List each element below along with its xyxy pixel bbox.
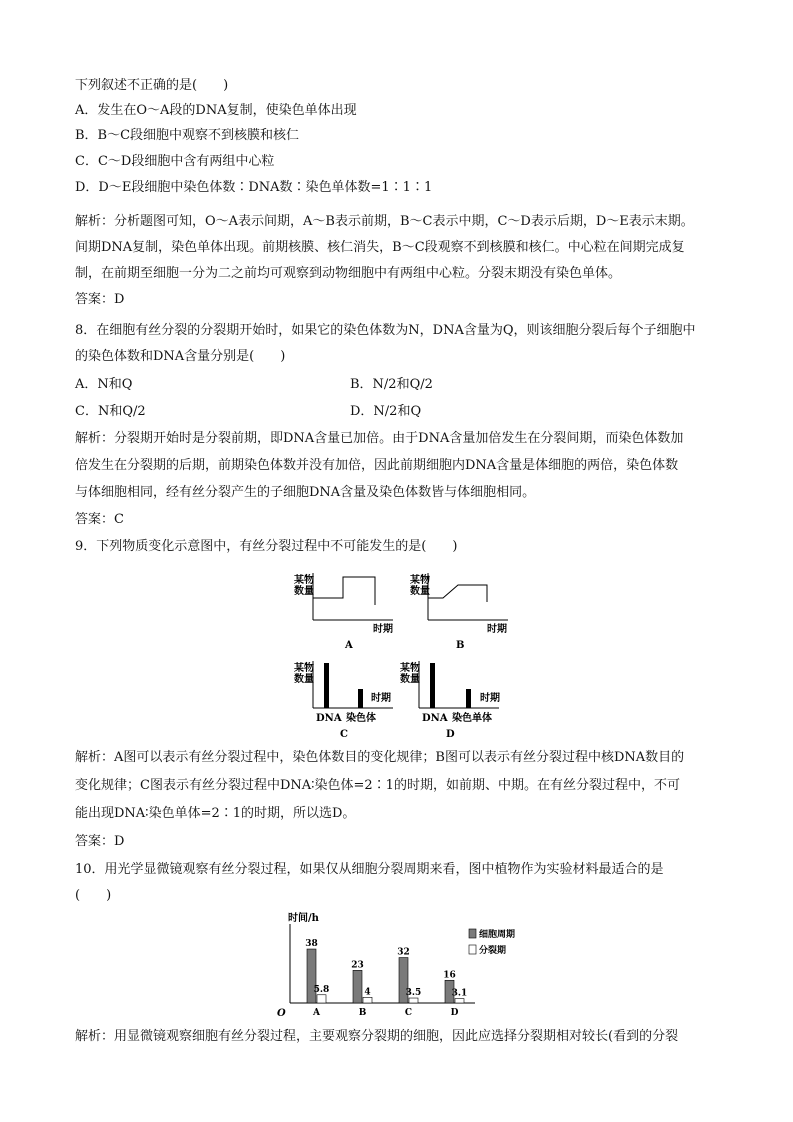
figure-d-bar-dna (430, 663, 435, 708)
analysis-7-line1: 解析：分析题图可知，O～A表示间期，A～B表示前期，B～C表示中期，C～D表示后期，D～E表示末期。 (75, 214, 694, 229)
question-10-line1: 10．用光学显微镜观察有丝分裂过程，如果仅从细胞分裂周期来看，图中植物作为实验材料最适合的是 (75, 862, 664, 877)
x-tick-A: A (313, 1008, 320, 1018)
figure-a-ylabel: 某物数量 (294, 575, 314, 597)
question-10-line2: ( ) (75, 888, 112, 903)
bar-B-cycle (353, 970, 362, 1003)
analysis-7-line3: 制，在前期至细胞一分为二之前均可观察到动物细胞中有两组中心粒。分裂末期没有染色单体。 (75, 266, 622, 281)
answer-7: 答案：D (75, 292, 125, 307)
figure-d-label: D (446, 729, 455, 740)
bar-C-division (409, 998, 418, 1003)
figure-c-xlabel: 时期 (371, 693, 391, 704)
legend-swatch-division (469, 945, 476, 954)
answer-9: 答案：D (75, 834, 125, 849)
bar-value-D-division: 3.1 (451, 988, 468, 999)
option-8b: B．N/2和Q/2 (350, 377, 433, 392)
chart-ylabel: 时间/h (288, 913, 319, 924)
bar-B-division (363, 997, 372, 1003)
bar-value-C-cycle: 32 (397, 947, 410, 958)
figure-b-xlabel: 时期 (487, 624, 507, 635)
option-8d: D．N/2和Q (350, 404, 422, 419)
bar-value-A-cycle: 38 (305, 939, 318, 950)
bar-value-A-division: 5.8 (313, 984, 330, 995)
x-tick-C: C (404, 1008, 413, 1018)
analysis-8-line2: 倍发生在分裂期的后期，前期染色体数并没有加倍，因此前期细胞内DNA含量是体细胞的两倍，染色体数 (75, 458, 679, 473)
figure-c-bar-label-dna: DNA (316, 713, 342, 724)
option-8a: A．N和Q (75, 377, 133, 392)
question-7-stem: 下列叙述不正确的是( ) (75, 78, 229, 93)
legend-label-division: 分裂期 (479, 946, 507, 956)
option-7b: B．B～C段细胞中观察不到核膜和核仁 (75, 128, 300, 143)
figure-a-label: A (345, 640, 353, 651)
figure-b-ylabel: 某物数量 (410, 575, 430, 597)
x-tick-B: B (358, 1008, 367, 1018)
analysis-8-line1: 解析：分裂期开始时是分裂前期，即DNA含量已加倍。由于DNA含量加倍发生在分裂间期，而染色体数加 (75, 431, 684, 446)
option-7d: D．D～E段细胞中染色体数∶DNA数∶染色单体数=1∶1∶1 (75, 180, 433, 195)
bar-value-B-division: 4 (364, 987, 371, 998)
bar-value-B-cycle: 23 (351, 960, 364, 971)
figure-c-bar-label-chromosome: 染色体 (346, 713, 376, 724)
figure-b (409, 573, 508, 651)
figure-d-bar-label-chromatid: 染色单体 (452, 713, 492, 724)
bar-value-C-division: 3.5 (405, 988, 422, 999)
bar-A-division (317, 995, 326, 1003)
bar-D-division (455, 999, 464, 1003)
option-7a: A．发生在O～A段的DNA复制，使染色单体出现 (75, 103, 357, 118)
question-8-line1: 8．在细胞有丝分裂的分裂期开始时，如果它的染色体数为N，DNA含量为Q，则该细胞分裂后每个子细胞中 (75, 323, 696, 338)
question-9-figure (280, 565, 520, 745)
figure-c-bar-chromosome (358, 689, 363, 708)
figure-c-bar-dna (324, 663, 329, 708)
option-7c: C．C～D段细胞中含有两组中心粒 (75, 154, 275, 169)
figure-c-ylabel: 某物数量 (294, 663, 314, 685)
option-8c: C．N和Q/2 (75, 404, 146, 419)
figure-b-label: B (456, 640, 465, 651)
figure-c-label: C (340, 729, 348, 740)
legend-swatch-cycle (469, 929, 476, 938)
figure-c (293, 661, 393, 740)
analysis-9-line1: 解析：A图可以表示有丝分裂过程中，染色体数目的变化规律；B图可以表示有丝分裂过程中核DNA数目的 (75, 750, 685, 765)
figure-a-xlabel: 时期 (373, 624, 393, 635)
figure-d (399, 661, 500, 740)
figure-d-ylabel: 某物数量 (400, 663, 420, 685)
analysis-8-line3: 与体细胞相同，经有丝分裂产生的子细胞DNA含量及染色体数皆与体细胞相同。 (75, 485, 536, 500)
analysis-9-line2: 变化规律；C图表示有丝分裂过程中DNA∶染色体=2∶1的时期，如前期、中期。在有丝分裂过程中，不可 (75, 778, 680, 793)
analysis-9-line3: 能出现DNA∶染色单体=2∶1的时期，所以选D。 (75, 806, 356, 821)
figure-a (293, 573, 393, 651)
x-tick-D: D (450, 1008, 459, 1018)
figure-d-xlabel: 时期 (480, 693, 500, 704)
analysis-10-line1: 解析：用显微镜观察细胞有丝分裂过程，主要观察分裂期的细胞，因此应选择分裂期相对较长(看到的分裂 (75, 1029, 679, 1044)
chart-origin: O (277, 1008, 286, 1019)
question-8-line2: 的染色体数和DNA含量分别是( ) (75, 349, 286, 364)
question-9: 9．下列物质变化示意图中，有丝分裂过程中不可能发生的是( ) (75, 539, 458, 554)
figure-d-bar-label-dna: DNA (422, 713, 448, 724)
bar-value-D-cycle: 16 (443, 970, 456, 981)
figure-d-bar-chromatid (466, 689, 471, 708)
legend-label-cycle: 细胞周期 (479, 930, 516, 940)
question-10-chart (270, 910, 540, 1022)
bar-A-cycle (307, 949, 316, 1003)
answer-8: 答案：C (75, 512, 124, 527)
analysis-7-line2: 间期DNA复制，染色单体出现。前期核膜、核仁消失，B～C段观察不到核膜和核仁。中心粒在间期完成复 (75, 240, 685, 255)
